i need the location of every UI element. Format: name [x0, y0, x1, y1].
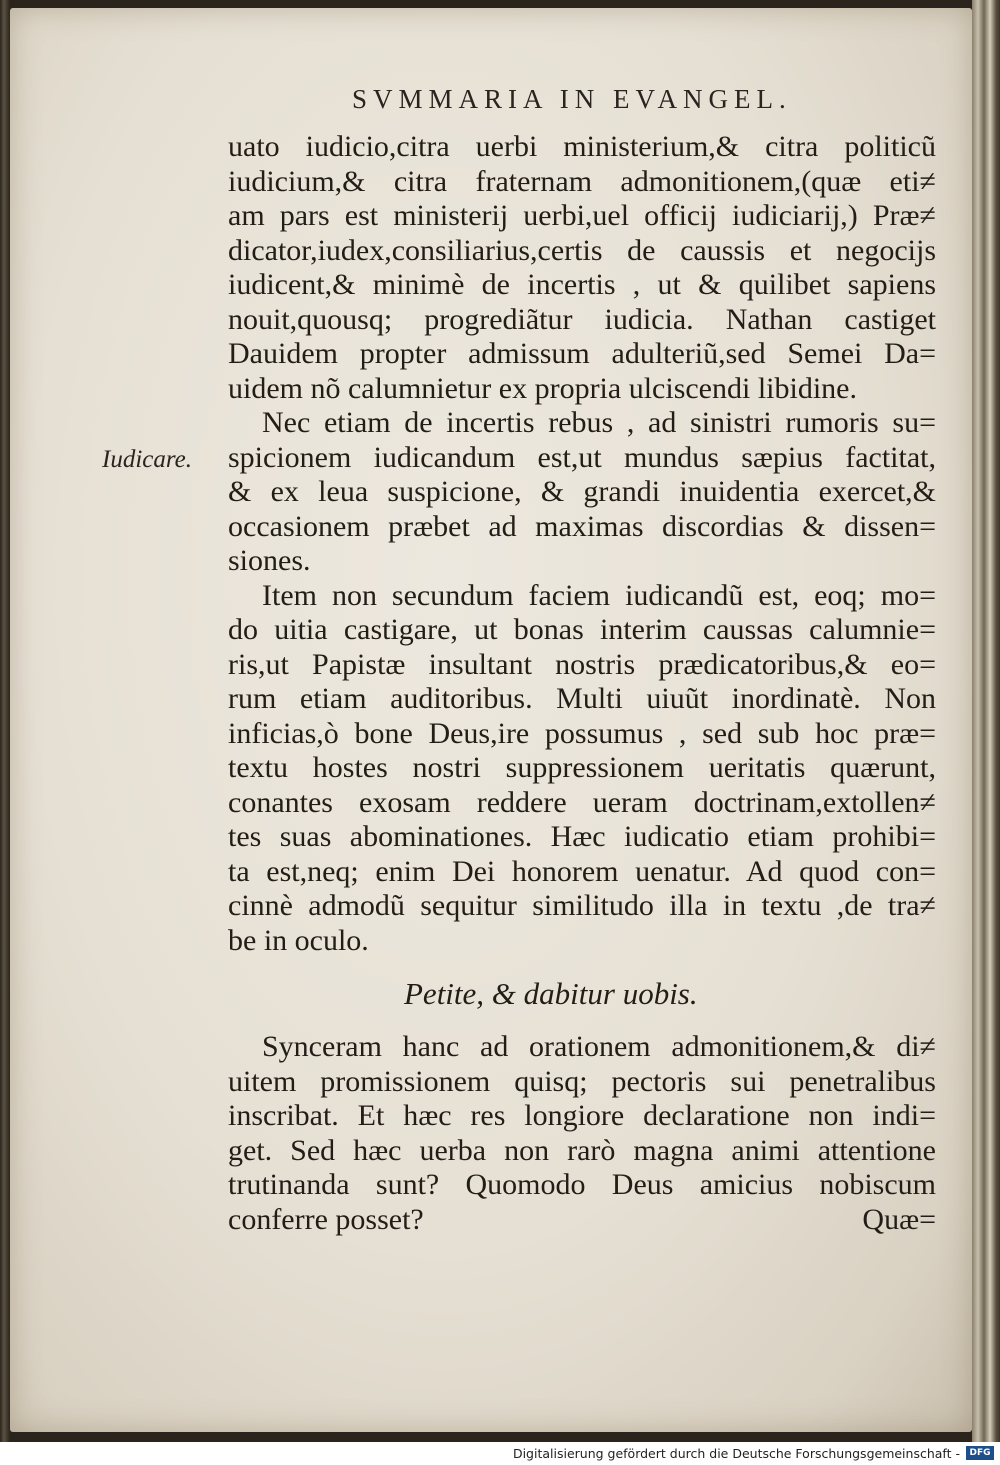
text-line: Nec etiam de incertis rebus , ad sinistri rumoris su= — [262, 406, 936, 439]
text-line: ta est,neq; enim Dei honorem uenatur. Ad quod con= — [228, 854, 936, 888]
paragraph-1 — [228, 130, 936, 406]
margin-note: Iudicare. — [102, 446, 193, 473]
text-line: uitem promissionem quisq; pectoris sui penetralibus — [228, 1064, 936, 1098]
text-line: rum etiam auditoribus. Multi uiuũt inordinatè. Non — [228, 682, 936, 715]
text-line: Synceram hanc ad orationem admonitionem,& di≠ — [262, 1030, 936, 1063]
main-text-block — [228, 130, 936, 958]
catchword: Quæ= — [862, 1202, 936, 1236]
text-line: nouit,quousq; progrediãtur iudicia. Nathan castiget — [228, 302, 936, 336]
paragraph-3 — [228, 579, 936, 959]
final-line — [228, 1203, 936, 1238]
text-line: occasionem præbet ad maximas discordias & dissen= — [228, 509, 936, 543]
funding-credit: Digitalisierung gefördert durch die Deutsche Forschungsgemeinschaft - — [512, 1446, 960, 1461]
text-line: & ex leua suspicione, & grandi inuidentia exercet,& — [228, 475, 936, 508]
text-line: tes suas abominationes. Hæc iudicatio etiam prohibi= — [228, 820, 936, 853]
text-line: iudicium,& citra fraternam admonitionem,(quæ eti≠ — [228, 164, 936, 198]
running-head: SVMMARIA IN EVANGEL. — [352, 84, 792, 114]
paragraph-4 — [228, 1030, 936, 1237]
footer-bar — [0, 1442, 1000, 1465]
page-edge-stack — [972, 0, 1000, 1442]
section-heading: Petite, & dabitur uobis. — [404, 976, 698, 1011]
text-line: get. Sed hæc uerba non rarò magna animi attentione — [228, 1133, 936, 1167]
text-line: do uitia castigare, ut bonas interim caussas calumnie= — [228, 613, 936, 646]
text-line: textu hostes nostri suppressionem ueritatis quærunt, — [228, 751, 936, 784]
text-line: spicionem iudicandum est,ut mundus sæpius factitat, — [228, 440, 936, 474]
text-line: cinnè admodũ sequitur similitudo illa in textu ,de tra≠ — [228, 889, 936, 922]
text-line: siones. — [228, 544, 311, 577]
text-line: Item non secundum faciem iudicandũ est, eoq; mo= — [262, 578, 936, 612]
text-line: am pars est ministerij uerbi,uel officij iudiciarij,) Præ≠ — [228, 199, 936, 232]
text-line: conferre posset? — [228, 1202, 424, 1236]
text-line: inscribat. Et hæc res longiore declaratione non indi= — [228, 1099, 936, 1132]
dfg-logo: DFG — [966, 1446, 994, 1460]
text-line: Dauidem propter admissum adulteriũ,sed Semei Da= — [228, 337, 936, 370]
text-line: be in oculo. — [228, 923, 369, 957]
text-line: trutinanda sunt? Quomodo Deus amicius nobiscum — [228, 1168, 936, 1201]
text-line: ris,ut Papistæ insultant nostris prædicatoribus,& eo= — [228, 647, 936, 681]
text-line: inficias,ò bone Deus,ire possumus , sed sub hoc præ= — [228, 716, 936, 750]
lower-text-block — [228, 1030, 936, 1237]
paragraph-2 — [228, 406, 936, 579]
text-line: iudicent,& minimè de incertis , ut & quilibet sapiens — [228, 268, 936, 301]
text-line: uidem nõ calumnietur ex propria ulciscendi libidine. — [228, 371, 857, 405]
text-line: conantes exosam reddere ueram doctrinam,extollen≠ — [228, 785, 936, 819]
text-line: uato iudicio,citra uerbi ministerium,& citra politicũ — [228, 130, 936, 163]
text-line: dicator,iudex,consiliarius,certis de caussis et negocijs — [228, 233, 936, 267]
